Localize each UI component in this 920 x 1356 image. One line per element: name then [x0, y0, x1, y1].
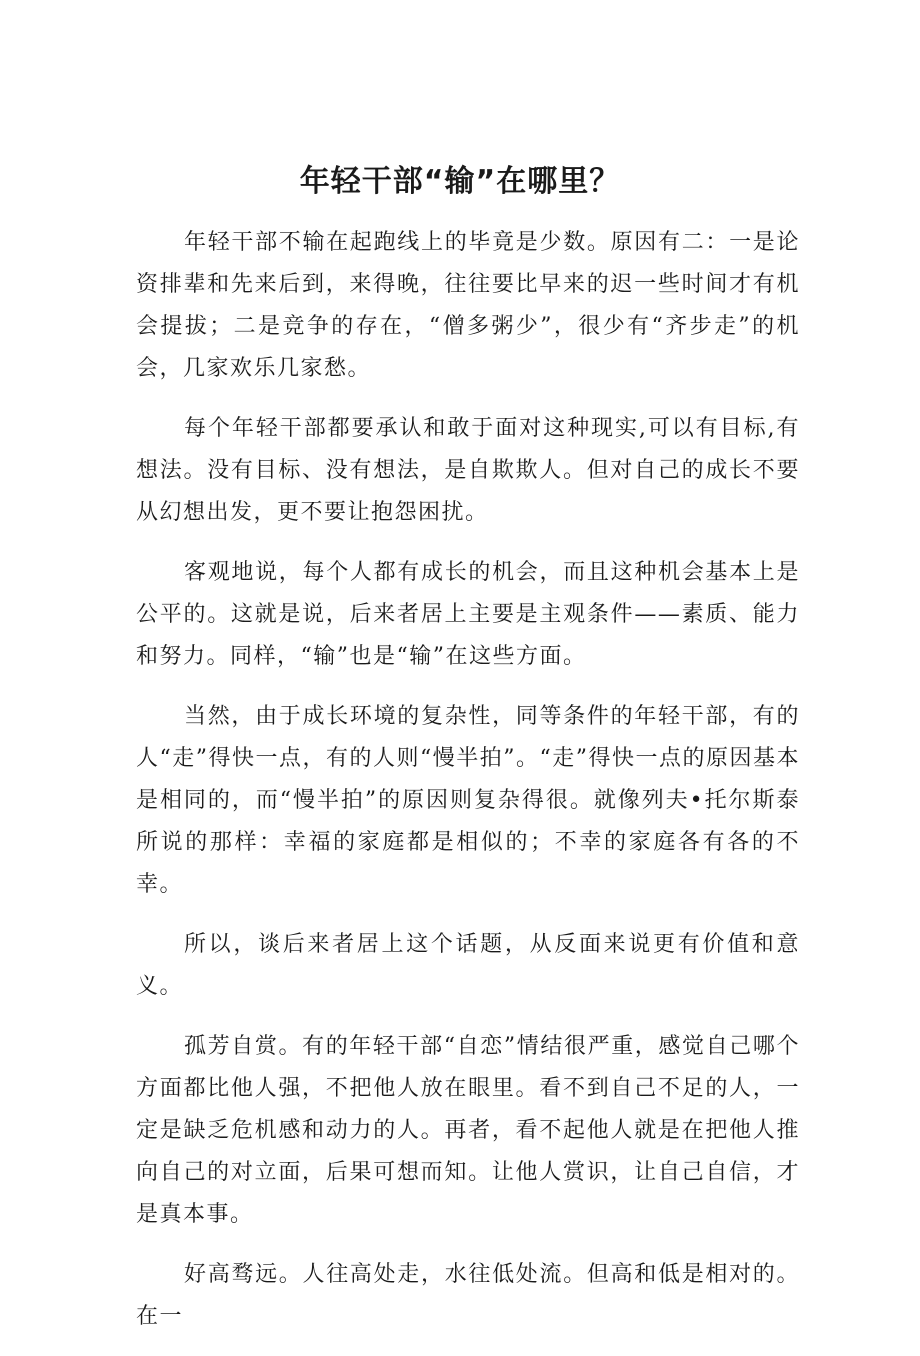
paragraph-4: 当然，由于成长环境的复杂性，同等条件的年轻干部，有的人“走”得快一点，有的人则“慢半拍”。“走”得快一点的原因基本是相同的，而“慢半拍”的原因则复杂得很。就像列夫•托尔斯泰所说的那样：幸福的家庭都是相似的；不幸的家庭各有各的不幸。	[136, 704, 800, 897]
paragraph-1: 年轻干部不输在起跑线上的毕竟是少数。原因有二：一是论资排辈和先来后到，来得晚，往往要比早来的迟一些时间才有机会提拔；二是竞争的存在，“僧多粥少”，很少有“齐步走”的机会，几家欢乐几家愁。	[136, 230, 800, 381]
document-body	[136, 222, 800, 1356]
paragraph-2: 每个年轻干部都要承认和敢于面对这种现实,可以有目标,有想法。没有目标、没有想法，是自欺欺人。但对自己的成长不要从幻想出发，更不要让抱怨困扰。	[136, 416, 800, 525]
paragraph-7: 好高骛远。人往高处走，水往低处流。但高和低是相对的。在一	[136, 1262, 800, 1329]
paragraph-6: 孤芳自赏。有的年轻干部“自恋”情结很严重，感觉自己哪个方面都比他人强，不把他人放在眼里。看不到自己不足的人，一定是缺乏危机感和动力的人。再者，看不起他人就是在把他人推向自己的对立面，后果可想而知。让他人赏识，让自己自信，才是真本事。	[136, 1034, 800, 1227]
paragraph-5: 所以，谈后来者居上这个话题，从反面来说更有价值和意义。	[136, 932, 800, 999]
document-title: 年轻干部“输”在哪里？	[299, 164, 621, 199]
paragraph-3: 客观地说，每个人都有成长的机会，而且这种机会基本上是公平的。这就是说，后来者居上主要是主观条件——素质、能力和努力。同样，“输”也是“输”在这些方面。	[136, 560, 800, 669]
